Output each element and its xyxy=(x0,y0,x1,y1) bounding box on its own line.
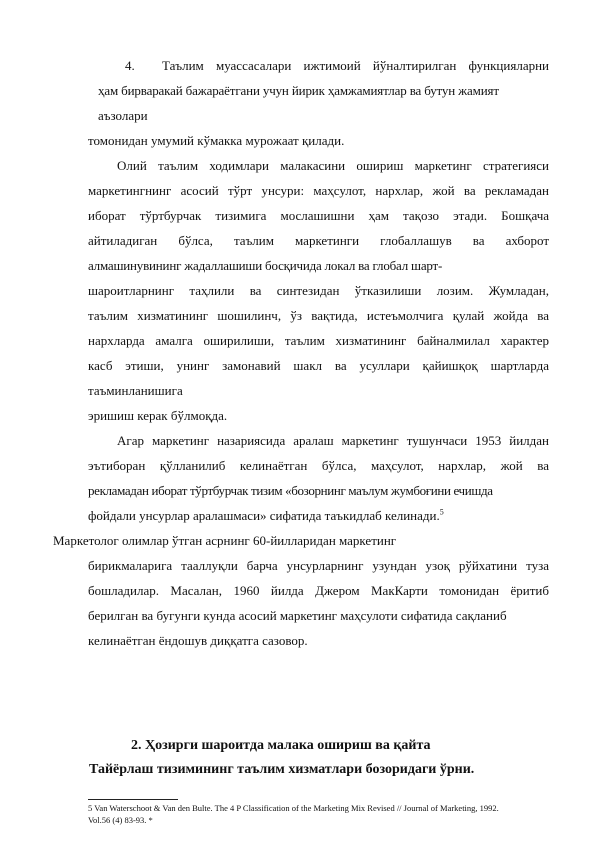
paragraph-line: таъминланишига xyxy=(88,383,183,398)
paragraph-line: бошладилар. Масалан, 1960 йилда Джером МакКарти томонидан ёритиб xyxy=(88,583,549,598)
paragraph-line xyxy=(88,507,444,525)
paragraph-line: шароитларнинг таҳлили ва синтезидан ўтказилиши лозим. Жумладан, xyxy=(88,283,549,298)
paragraph-line: айтиладиган бўлса, таълим маркетинги глобаллашув ва ахборот xyxy=(88,233,549,248)
section-heading: 2. Ҳозирги шароитда малака ошириш ва қайта xyxy=(131,738,431,753)
footnote-line: Vol.56 (4) 83-93. * xyxy=(88,815,153,825)
paragraph-line: алмашинувининг жадаллашиши босқичида локал ва глобал шарт- xyxy=(88,258,443,273)
paragraph-line: бирикмаларига тааллуқли барча унсурларнинг узундан узоқ рўйхатини туза xyxy=(88,558,549,573)
paragraph-line: Маркетолог олимлар ўтган асрнинг 60-йилларидан маркетинг xyxy=(53,533,397,548)
paragraph-line: эътиборан қўлланилиб келинаётган бўлса, маҳсулот, нархлар, жой ва xyxy=(88,458,549,473)
section-heading: Тайёрлаш тизимининг таълим хизматлари бозоридаги ўрни. xyxy=(89,762,475,777)
paragraph-line: таълим хизматининг шошилинч, ўз вақтида, истеъмолчига қулай жойда ва xyxy=(88,308,549,323)
footnote-reference: 5 xyxy=(439,507,444,517)
list-number: 4. xyxy=(125,58,135,73)
footnote-divider xyxy=(88,799,178,800)
paragraph-line: келинаётган ёндошув диққатга сазовор. xyxy=(88,633,308,648)
footnote-line: 5 Van Waterschoot & Van den Bulte. The 4 P Classification of the Marketing Mix Revised // Journal of Marketing, 1992. xyxy=(88,803,499,813)
paragraph-line: рекламадан иборат тўртбурчак тизим «бозорнинг маълум жумбоғини ечишда xyxy=(88,483,493,498)
paragraph-line: касб этиши, унинг замонавий шакл ва усуллари қайишқоқ шартларда xyxy=(88,358,549,373)
item-line: ҳам бирваракай бажараётгани учун йирик ҳамжамиятлар ва бутун жамият xyxy=(98,83,499,98)
item-line: аъзолари xyxy=(98,108,148,123)
item-line: томонидан умумий кўмакка мурожаат қилади. xyxy=(88,133,345,148)
paragraph-line: маркетингнинг асосий тўрт унсури: маҳсулот, нархлар, жой ва рекламадан xyxy=(88,183,549,198)
paragraph-text: фойдали унсурлар аралашмаси» сифатида таъкидлаб келинади. xyxy=(88,508,440,523)
paragraph-line: иборат тўртбурчак тизимига мослашишни ҳам тақозо этади. Бошқача xyxy=(88,208,549,223)
paragraph-line: нархларда амалга оширилиши, таълим хизматининг байналмилал характер xyxy=(88,333,549,348)
paragraph-line: Олий таълим ходимлари малакасини ошириш маркетинг стратегияси xyxy=(117,158,549,173)
item-line: Таълим муассасалари ижтимоий йўналтирилган функцияларни xyxy=(162,58,549,73)
paragraph-line: берилган ва бугунги кунда асосий маркетинг маҳсулоти сифатида сақланиб xyxy=(88,608,507,623)
paragraph-line: эришиш керак бўлмоқда. xyxy=(88,408,228,423)
paragraph-line: Агар маркетинг назариясида аралаш маркетинг тушунчаси 1953 йилдан xyxy=(117,433,549,448)
